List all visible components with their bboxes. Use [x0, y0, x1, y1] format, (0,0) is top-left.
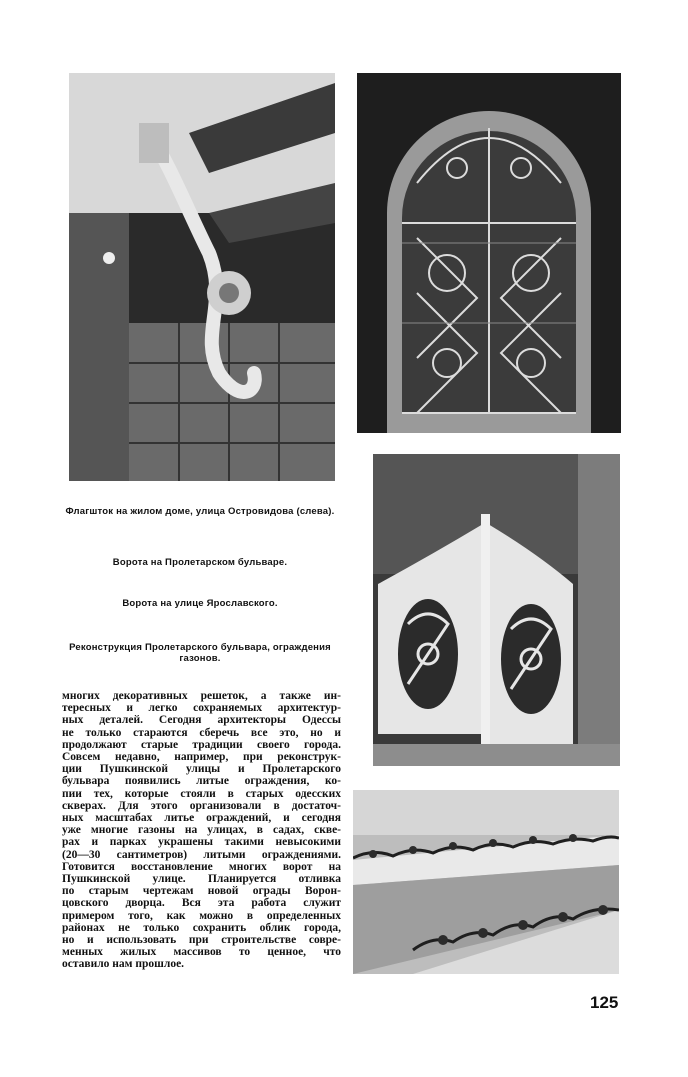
body-line: рах и парках украшены такими невысокими [62, 836, 341, 849]
arched-gate-photo [357, 73, 621, 433]
body-line: Совсем недавно, например, при реконструк- [62, 751, 341, 764]
body-line: уже многие газоны на улицах, в садах, скве- [62, 824, 341, 837]
body-line: оставило нам прошлое. [62, 958, 185, 971]
body-line: но и использовать при строительстве совре- [62, 934, 341, 947]
body-line: пии тех, которые стояли в старых одесских [62, 787, 341, 800]
body-line: ных деталей. Сегодня архитекторы Одессы [62, 714, 341, 727]
flagpole-photo [69, 73, 335, 481]
body-line: примером того, как можно в определенных [62, 909, 341, 922]
body-line: не только стараются сберечь все это, но и [62, 726, 341, 739]
body-line: продолжают старые традиции своего города. [62, 738, 341, 751]
caption-gate-yaroslavsky: Ворота на улице Ярославского. [122, 598, 278, 609]
body-line: Готовится восстановление многих ворот на [62, 860, 341, 873]
body-line: (20—30 сантиметров) литыми ограждениями. [62, 848, 341, 861]
body-line: тересных и легко сохраняемых архитектур- [62, 702, 341, 715]
caption-gate-proletarsky: Ворота на Пролетарском бульваре. [112, 557, 288, 568]
page-number: 125 [590, 993, 619, 1012]
caption-flagpole: Флагшток на жилом доме, улица Островидова (слева). [65, 506, 335, 517]
body-line: ции Пушкинской улицы и Пролетарского [62, 763, 341, 776]
body-line: бульвара появились литые ограждения, ко- [62, 775, 341, 788]
body-line: ных масштабах литье ограждений, и сегодня [62, 812, 341, 825]
body-line: цовского дворца. Вся эта работа служит [62, 897, 341, 910]
body-line: скверах. Для этого организовали в достаточ- [62, 799, 341, 812]
lawn-fence-photo [353, 790, 619, 974]
caption-reconstruction: Реконструкция Пролетарского бульвара, ограждения газонов. [69, 642, 331, 664]
openwork-gate-photo [373, 454, 620, 766]
body-line: районах не только сохранить облик города, [62, 921, 341, 934]
body-line: менных жилых массивов то ценное, что [62, 946, 341, 959]
body-text [62, 690, 341, 971]
body-line: многих декоративных решеток, а также ин- [62, 690, 341, 702]
body-line: Пушкинской улице. Планируется отливка [62, 873, 341, 886]
body-line: по старым чертежам новой ограды Ворон- [62, 885, 341, 898]
